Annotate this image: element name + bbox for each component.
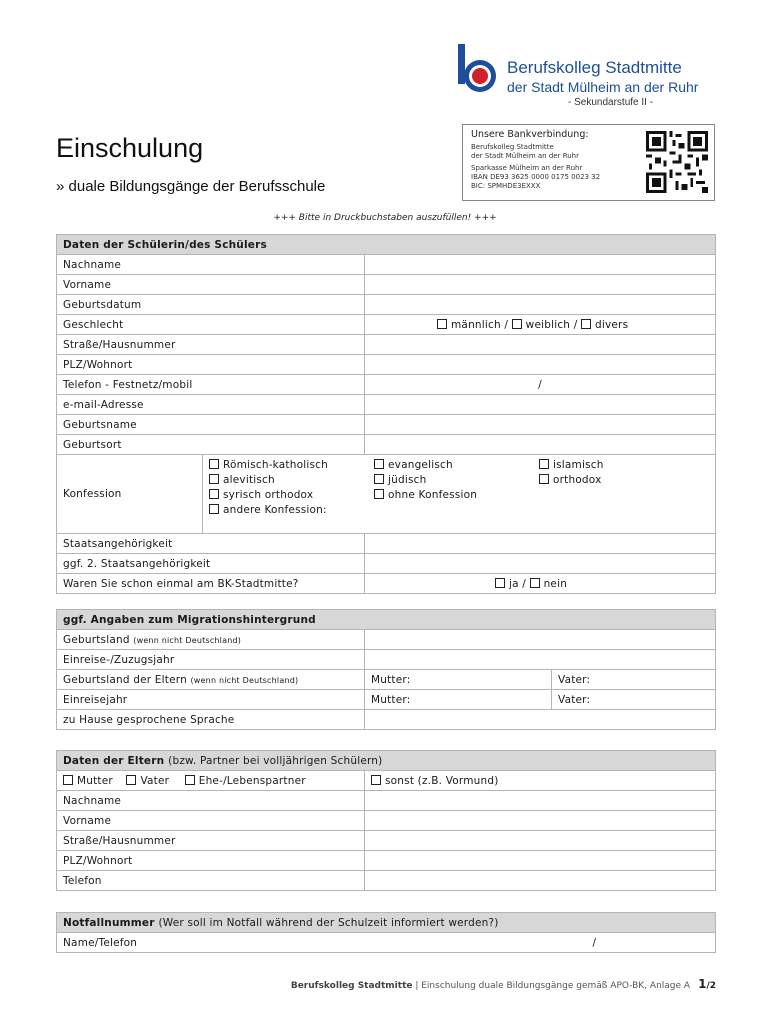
emergency-contact-field[interactable]: Name/Telefon / [57, 933, 716, 953]
lastname-field[interactable] [365, 255, 716, 275]
print-instruction: +++ Bitte in Druckbuchstaben auszufüllen! +++ [273, 213, 497, 223]
gender-options [365, 315, 716, 335]
page-subtitle: » duale Bildungsgänge der Berufsschule [56, 178, 326, 195]
option-label: ohne Konfession [388, 489, 478, 501]
table-row [57, 415, 716, 435]
religion-other-checkbox[interactable] [209, 504, 219, 514]
zip-city-field[interactable] [365, 355, 716, 375]
relation-mother-checkbox[interactable] [63, 775, 73, 785]
table-row [57, 255, 716, 275]
option-label: evangelisch [388, 459, 453, 471]
migration-table [56, 609, 716, 730]
option-label: divers [595, 318, 629, 331]
parents-table [56, 750, 716, 891]
page-footer: Berufskolleg Stadtmitte | Einschulung duale Bildungsgänge gemäß APO-BK, Anlage A 1/2 [290, 977, 716, 991]
field-label: PLZ/Wohnort [57, 851, 365, 871]
table-row [57, 933, 716, 953]
table-row [57, 630, 716, 650]
gender-female-checkbox[interactable] [512, 319, 522, 329]
birthdate-field[interactable] [365, 295, 716, 315]
mother-arrival-year-field[interactable]: Mutter: [365, 690, 552, 710]
field-label: Geschlecht [57, 315, 365, 335]
option-label: Mutter [77, 774, 113, 787]
field-label: ggf. 2. Staatsangehörigkeit [57, 554, 365, 574]
table-row [57, 355, 716, 375]
religion-islamic-checkbox[interactable] [539, 459, 549, 469]
option-label: ja / [509, 577, 527, 590]
relation-options [57, 771, 365, 791]
arrival-year-field[interactable] [365, 650, 716, 670]
table-row [57, 275, 716, 295]
field-label: Straße/Hausnummer [57, 335, 365, 355]
bank-details-box [462, 124, 715, 201]
religion-syriac-orthodox-checkbox[interactable] [209, 489, 219, 499]
emergency-section-heading: Notfallnummer (Wer soll im Notfall während der Schulzeit informiert werden?) [57, 913, 716, 933]
field-label: Geburtsname [57, 415, 365, 435]
table-row [57, 335, 716, 355]
table-row [57, 871, 716, 891]
previous-attendance-options [365, 574, 716, 594]
bank-line: Sparkasse Mülheim an der Ruhr [471, 164, 583, 172]
religion-options [203, 455, 716, 534]
gender-male-checkbox[interactable] [437, 319, 447, 329]
phone-field[interactable]: / [365, 375, 716, 395]
table-row [57, 574, 716, 594]
bank-heading: Unsere Bankverbindung: [471, 129, 589, 140]
student-data-table [56, 234, 716, 594]
field-label: Staatsangehörigkeit [57, 534, 365, 554]
mother-birth-country-field[interactable]: Mutter: [365, 670, 552, 690]
table-row [57, 791, 716, 811]
table-row [57, 435, 716, 455]
page-title: Einschulung [56, 133, 204, 163]
religion-jewish-checkbox[interactable] [374, 474, 384, 484]
parent-firstname-field[interactable] [365, 811, 716, 831]
field-label: e-mail-Adresse [57, 395, 365, 415]
bank-line: der Stadt Mülheim an der Ruhr [471, 152, 580, 160]
school-logo-mark [458, 44, 498, 94]
field-label: PLZ/Wohnort [57, 355, 365, 375]
option-label: islamisch [553, 459, 604, 471]
field-label: zu Hause gesprochene Sprache [57, 710, 365, 730]
birth-country-field[interactable] [365, 630, 716, 650]
table-row [57, 534, 716, 554]
student-section-heading: Daten der Schülerin/des Schülers [57, 235, 716, 255]
relation-father-checkbox[interactable] [126, 775, 136, 785]
parent-street-field[interactable] [365, 831, 716, 851]
field-label: Geburtsdatum [57, 295, 365, 315]
table-row [57, 650, 716, 670]
field-label: Waren Sie schon einmal am BK-Stadtmitte? [57, 574, 365, 594]
field-label: Telefon [57, 871, 365, 891]
field-label: Geburtsort [57, 435, 365, 455]
bank-bic: BIC: SPMHDE3EXXX [471, 182, 541, 190]
gender-diverse-checkbox[interactable] [581, 319, 591, 329]
page-number: 1 [698, 977, 707, 991]
option-label: nein [543, 577, 568, 590]
field-label: Geburtsland (wenn nicht Deutschland) [57, 630, 365, 650]
table-row [57, 771, 716, 791]
field-label: Geburtsland der Eltern (wenn nicht Deutschland) [57, 670, 365, 690]
logo-level: - Sekundarstufe II - [568, 97, 654, 108]
table-row [57, 670, 716, 690]
relation-partner-checkbox[interactable] [185, 775, 195, 785]
relation-other-checkbox[interactable] [371, 775, 381, 785]
field-label: Nachname [57, 255, 365, 275]
table-row [57, 690, 716, 710]
table-row [57, 831, 716, 851]
logo-city: der Stadt Mülheim an der Ruhr [507, 79, 699, 95]
attended-no-checkbox[interactable] [530, 578, 540, 588]
table-row [57, 851, 716, 871]
option-label: Ehe-/Lebenspartner [198, 774, 306, 787]
second-nationality-field[interactable] [365, 554, 716, 574]
option-label: syrisch orthodox [223, 489, 314, 501]
birthplace-field[interactable] [365, 435, 716, 455]
nationality-field[interactable] [365, 534, 716, 554]
home-language-field[interactable] [365, 710, 716, 730]
option-label: sonst (z.B. Vormund) [385, 774, 499, 787]
table-row [57, 295, 716, 315]
parent-lastname-field[interactable] [365, 791, 716, 811]
father-birth-country-field[interactable]: Vater: [552, 670, 716, 690]
field-label: Nachname [57, 791, 365, 811]
table-row [57, 375, 716, 395]
field-label: Einreisejahr [57, 690, 365, 710]
option-label: andere Konfession: [223, 504, 327, 516]
field-label: Konfession [57, 455, 203, 534]
table-row [57, 811, 716, 831]
qr-code-icon [646, 131, 708, 193]
street-field[interactable] [365, 335, 716, 355]
bank-line: Berufskolleg Stadtmitte [471, 143, 554, 151]
religion-orthodox-checkbox[interactable] [539, 474, 549, 484]
option-label: alevitisch [223, 474, 275, 486]
option-label: Römisch-katholisch [223, 459, 328, 471]
emergency-table [56, 912, 716, 953]
table-row [57, 710, 716, 730]
religion-catholic-checkbox[interactable] [209, 459, 219, 469]
option-label: weiblich / [525, 318, 578, 331]
parent-zip-city-field[interactable] [365, 851, 716, 871]
option-label: jüdisch [388, 474, 427, 486]
field-label: Straße/Hausnummer [57, 831, 365, 851]
relation-other-option [365, 771, 716, 791]
parent-phone-field[interactable] [365, 871, 716, 891]
option-label: männlich / [451, 318, 509, 331]
birthname-field[interactable] [365, 415, 716, 435]
option-label: Vater [140, 774, 170, 787]
religion-alevi-checkbox[interactable] [209, 474, 219, 484]
father-arrival-year-field[interactable]: Vater: [552, 690, 716, 710]
option-label: orthodox [553, 474, 602, 486]
parents-section-heading: Daten der Eltern (bzw. Partner bei volljährigen Schülern) [57, 751, 716, 771]
table-row [57, 455, 716, 534]
table-row [57, 554, 716, 574]
field-label: Einreise-/Zuzugsjahr [57, 650, 365, 670]
email-field[interactable] [365, 395, 716, 415]
firstname-field[interactable] [365, 275, 716, 295]
field-label: Vorname [57, 811, 365, 831]
field-label: Telefon - Festnetz/mobil [57, 375, 365, 395]
attended-yes-checkbox[interactable] [495, 578, 505, 588]
table-row [57, 315, 716, 335]
religion-protestant-checkbox[interactable] [374, 459, 384, 469]
table-row [57, 395, 716, 415]
field-label: Vorname [57, 275, 365, 295]
bank-iban: IBAN DE93 3625 0000 0175 0023 32 [471, 173, 601, 181]
migration-section-heading: ggf. Angaben zum Migrationshintergrund [57, 610, 716, 630]
religion-none-checkbox[interactable] [374, 489, 384, 499]
logo-school-name: Berufskolleg Stadtmitte [507, 58, 682, 77]
